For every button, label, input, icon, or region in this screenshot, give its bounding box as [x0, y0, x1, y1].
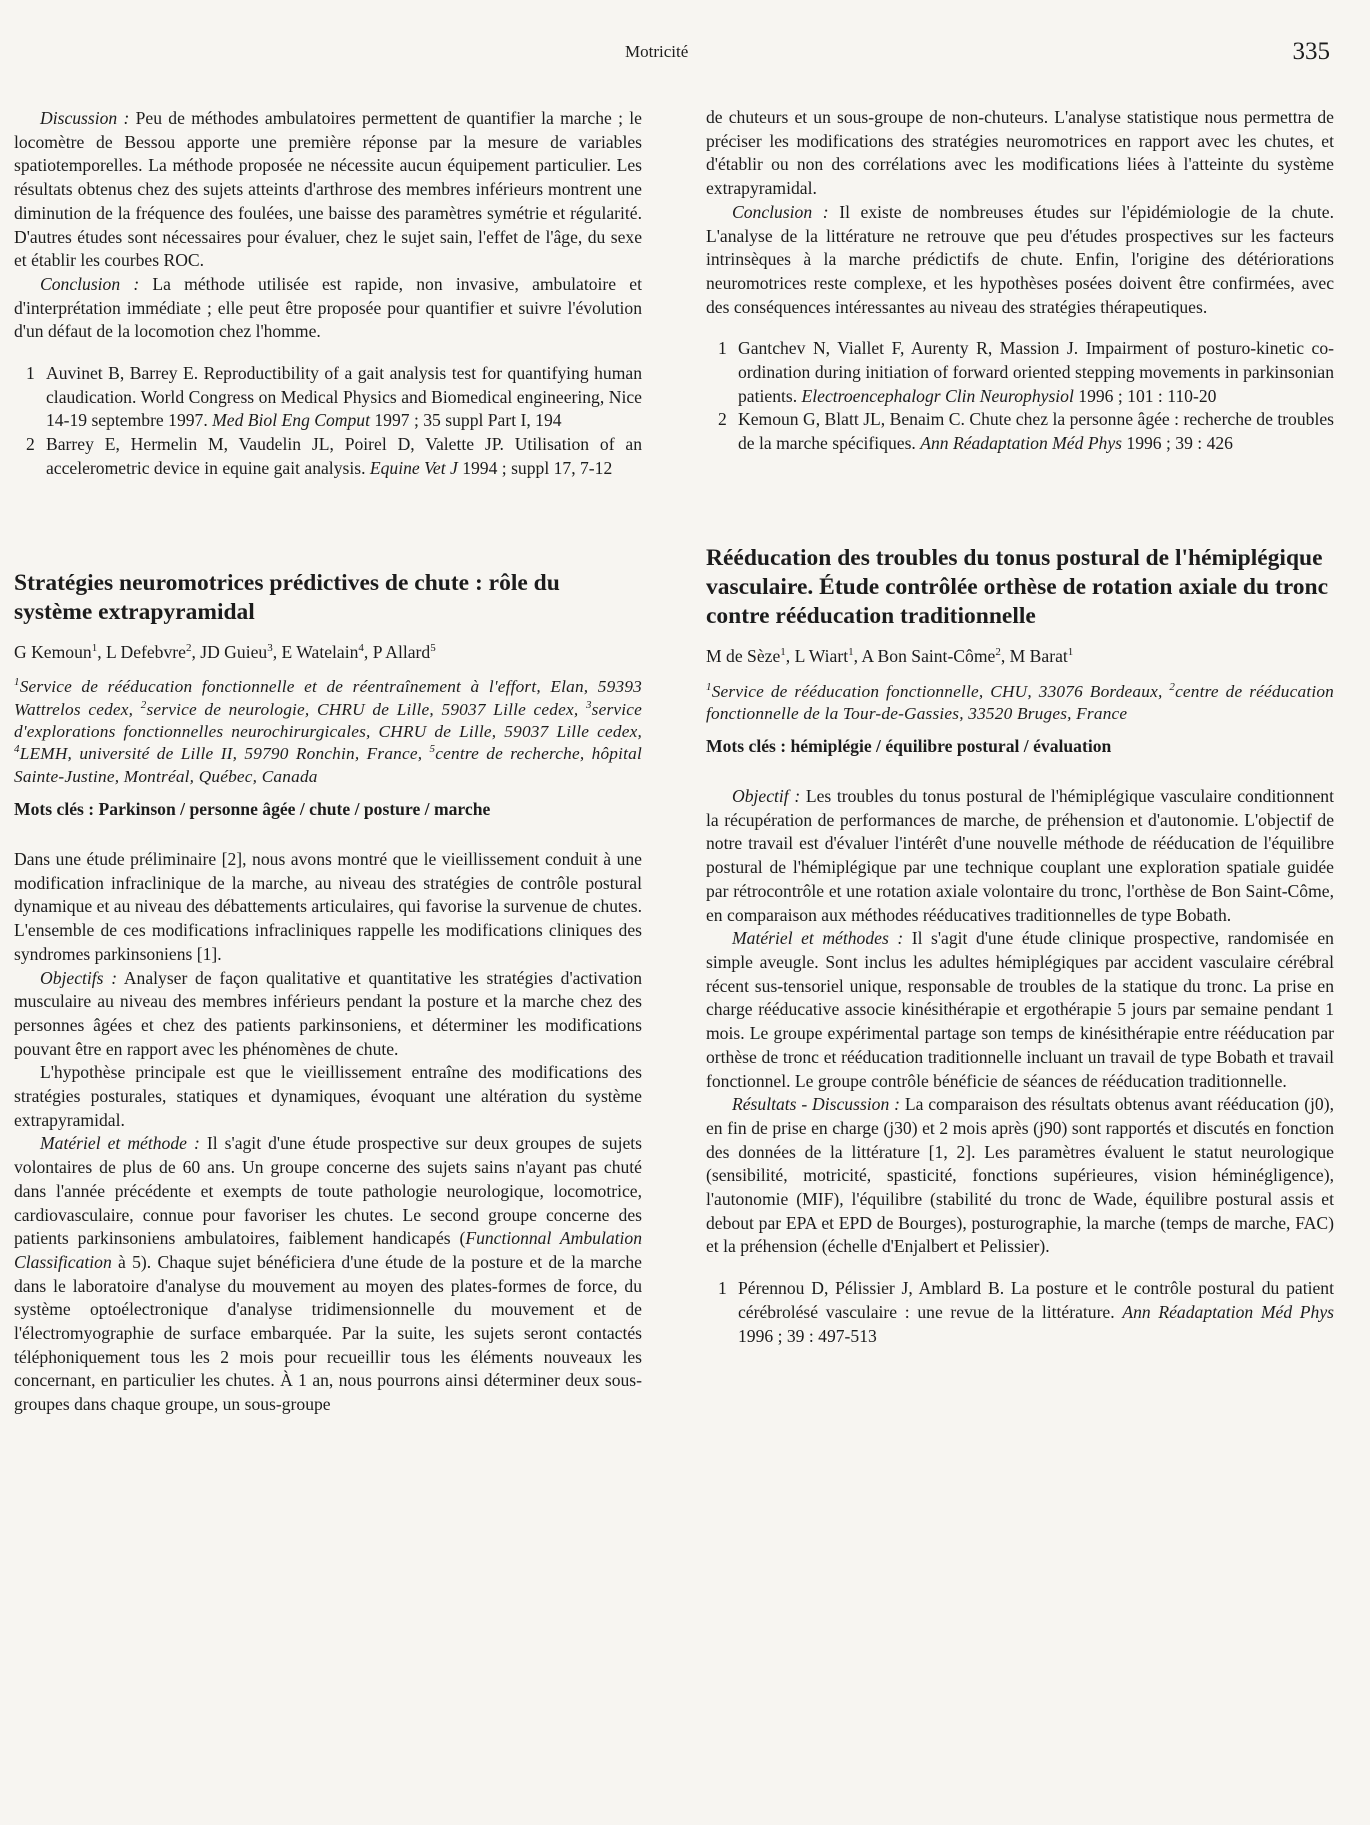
- reference-number: 2: [26, 434, 35, 455]
- author-sup: 1: [848, 645, 854, 658]
- keywords-label: Mots clés :: [14, 799, 95, 820]
- reference-number: 1: [718, 338, 727, 359]
- a1-conclusion-para: [14, 273, 642, 344]
- page-number: 335: [1292, 38, 1330, 65]
- a3-objectif-text: Les troubles du tonus postural de l'hémiplégique vasculaire conditionnent la récupération de performances de marche, de préhension et d'autonomie. L'objectif de notre travail est d'évaluer l'intérêt d'une nouvelle méthode de rééducation de l'équilibre postural de l'hémiplégique par une technique couplant une exploration spatiale guidée par rétrocontrôle et une rotation axiale volontaire du tronc, l'orthèse de Bon Saint-Côme, en comparaison aux méthodes rééducatives traditionnelles de type Bobath.: [706, 786, 1334, 925]
- author-sup: 1: [91, 641, 98, 654]
- affil-text: Service de rééducation fonctionnelle et de réentraînement à l'effort, Elan, 59393 Wattrelos cedex,: [14, 677, 642, 719]
- author-name: M Barat: [1009, 645, 1068, 666]
- author-sup: 4: [358, 641, 364, 654]
- author-sep: ,: [785, 645, 795, 666]
- author-name: L Wiart: [794, 645, 849, 666]
- reference-item: [706, 1277, 1334, 1348]
- a2-materiel-fac: Functionnal Ambulation Classification: [14, 1228, 643, 1272]
- a3-affiliations: [706, 681, 1334, 726]
- a2-keywords: [14, 798, 642, 822]
- a2-materiel-label: Matériel et méthode :: [40, 1133, 200, 1154]
- reference-journal: Electroencephalogr Clin Neurophysiol: [801, 385, 1074, 406]
- a3-materiel-para: [706, 927, 1334, 1093]
- reference-journal: Ann Réadaptation Méd Phys: [1122, 1301, 1335, 1322]
- reference-journal: Ann Réadaptation Méd Phys: [920, 433, 1123, 454]
- affil-text: LEMH, université de Lille II, 59790 Ronchin, France,: [19, 744, 430, 764]
- a1-discussion-text: Peu de méthodes ambulatoires permettent de quantifier la marche ; le locomètre de Bessou apporte une première réponse par la mesure de variables spatiotemporelles. La méthode proposée ne nécessite aucun équipement particulier. Les résultats obtenus chez des sujets atteints d'arthrose des membres inférieurs montrent une diminution de la fréquence des foulées, une baisse des paramètres symétrie et régularité. D'autres études sont nécessaires pour évaluer, chez le sujet sain, l'effet de l'âge, du sexe et établir les courbes ROC.: [14, 108, 642, 271]
- reference-text: Gantchev N, Viallet F, Aurenty R, Massion J. Impairment of posturo-kinetic co-ordination during initiation of forward oriented stepping movements in parkinsonian patients.: [738, 338, 1334, 406]
- reference-text: Pérennou D, Pélissier J, Amblard B. La posture et le contrôle postural du patient cérébrolésé vasculaire : une revue de la littérature.: [738, 1278, 1334, 1322]
- affil-text: centre de rééducation fonctionnelle de la Tour-de-Gassies, 33520 Bruges, France: [706, 681, 1335, 723]
- reference-item: [706, 337, 1334, 408]
- reference-text: Auvinet B, Barrey E. Reproductibility of a gait analysis test for quantifying human claudication. World Congress on Medical Physics and Biomedical engineering, Nice 14-19 septembre 1997.: [46, 363, 642, 431]
- author-sep: ,: [97, 641, 106, 662]
- affil-sup: 1: [14, 676, 20, 689]
- author-name: A Bon Saint-Côme: [861, 645, 996, 666]
- author-sup: 1: [780, 645, 786, 658]
- a2-objectifs-label: Objectifs :: [40, 967, 118, 988]
- a3-authors: [706, 645, 1334, 669]
- a2-objectifs-text: Analyser de façon qualitative et quantitative les stratégies d'activation musculaire au niveau des membres inférieurs pendant la posture et la marche chez des personnes âgées et chez des patients parkinsoniens, et déterminer les modifications pouvant être en rapport avec les phénomènes de chute.: [14, 967, 642, 1059]
- reference-item: [14, 433, 642, 480]
- affil-sup: 1: [706, 680, 712, 693]
- a1-conclusion-text: La méthode utilisée est rapide, non invasive, ambulatoire et d'interprétation immédiate ; elle peut être proposée pour quantifier et suivre l'évolution d'un défaut de la locomotion chez l'homme.: [14, 273, 642, 342]
- a2-conclusion-para: [706, 201, 1334, 320]
- author-name: E Watelain: [281, 641, 359, 662]
- reference-item: [706, 408, 1334, 455]
- a3-resultats-para: [706, 1093, 1334, 1259]
- a3-objectif-para: [706, 785, 1334, 927]
- reference-tail: 1996 ; 39 : 497-513: [738, 1325, 877, 1346]
- a2-materiel-para: [14, 1132, 642, 1416]
- affil-text: Service de rééducation fonctionnelle, CHU, 33076 Bordeaux,: [711, 681, 1170, 701]
- a2-materiel-text-2: à 5). Chaque sujet bénéficiera d'une étude de la posture et de la marche dans le laboratoire d'analyse du mouvement au moyen des plates-formes de force, du système optoélectronique d'analyse tridimensionnelle du mouvement et de l'électromyographie de surface embarquée. Par la suite, les sujets seront contactés téléphoniquement tous les 2 mois pour recueillir tous les éléments nouveaux les concernant, en particulier les chutes. À 1 an, nous pourrons ainsi déterminer deux sous-groupes dans chaque groupe, un sous-groupe: [14, 1251, 642, 1415]
- author-sep: ,: [363, 641, 373, 662]
- running-head: Motricité: [625, 42, 689, 61]
- a1-discussion-label: Discussion :: [40, 108, 130, 128]
- a3-resultats-text: La comparaison des résultats obtenus avant rééducation (j0), en fin de prise en charge (j30) et 2 mois après (j90) sont rapportés et discutés en fonction des données de la littérature [1, 2]. Les paramètres évaluent le statut neurologique (sensibilité, motricité, spasticité, fonctions supérieures, vision héminégligence), l'autonomie (MIF), l'équilibre (stabilité du tronc de Wade, équilibre postural assis et debout par EPA et EPD de Bourges), posturographie, la marche (temps de marche, FAC) et la préhension (échelle d'Enjalbert et Pelissier).: [706, 1094, 1334, 1257]
- affil-sup: 2: [140, 698, 147, 711]
- reference-tail: 1996 ; 101 : 110-20: [1073, 385, 1217, 406]
- author-sup: 5: [430, 641, 436, 654]
- affil-text: service de neurologie, CHRU de Lille, 59037 Lille cedex,: [146, 699, 586, 719]
- author-name: M de Sèze: [706, 645, 781, 666]
- reference-text: Kemoun G, Blatt JL, Benaim C. Chute chez la personne âgée : recherche de troubles de la marche spécifiques.: [738, 409, 1334, 454]
- a2-materiel-text-1: Il s'agit d'une étude prospective sur deux groupes de sujets volontaires de plus de 60 ans. Un groupe concerne des sujets sains n'ayant pas chuté dans l'année précédente et exempts de toute pathologie neurologique, locomotrice, cardiovasculaire, connue pour favoriser les chutes. Le second groupe concerne des patients parkinsoniens ambulatoires, faiblement handicapés (: [14, 1133, 643, 1249]
- affil-sup: 2: [1169, 680, 1176, 693]
- a3-references: [706, 1277, 1334, 1348]
- author-name: JD Guieu: [200, 641, 268, 662]
- a2-authors: [14, 641, 642, 665]
- affil-sup: 3: [585, 698, 592, 711]
- a2-objectifs-para: [14, 967, 642, 1062]
- a2-hypothese-para: L'hypothèse principale est que le vieillissement entraîne des modifications des stratégies posturales, statiques et dynamiques, évoquant une altération du système extrapyramidal.: [14, 1062, 642, 1130]
- a3-materiel-label: Matériel et méthodes :: [732, 928, 904, 949]
- a2-affiliations: [14, 676, 642, 788]
- author-sup: 2: [995, 645, 1001, 658]
- keywords-text: hémiplégie / équilibre postural / évaluation: [786, 736, 1112, 757]
- reference-number: 1: [718, 1278, 727, 1299]
- author-sup: 3: [267, 641, 273, 654]
- author-sup: 2: [185, 641, 192, 654]
- a2-title: Stratégies neuromotrices prédictives de chute : rôle du système extrapyramidal: [14, 569, 560, 625]
- affil-sup: 4: [14, 743, 20, 756]
- reference-number: 1: [26, 363, 35, 384]
- keywords-text: Parkinson / personne âgée / chute / posture / marche: [94, 799, 491, 820]
- reference-tail: 1996 ; 39 : 426: [1122, 433, 1233, 454]
- reference-item: [14, 362, 642, 433]
- author-name: L Defebvre: [106, 641, 186, 662]
- author-sep: ,: [1000, 645, 1010, 666]
- a3-resultats-label: Résultats - Discussion :: [732, 1094, 900, 1115]
- a3-title: Rééducation des troubles du tonus postural de l'hémiplégique vasculaire. Étude contrôlée orthèse de rotation axiale du tronc contre rééducation traditionnelle: [706, 544, 1329, 629]
- author-sep: ,: [853, 645, 862, 666]
- affil-sup: 5: [429, 743, 436, 756]
- author-sep: ,: [272, 641, 282, 662]
- author-name: P Allard: [372, 641, 431, 662]
- left-column: [14, 107, 642, 1417]
- reference-number: 2: [718, 409, 727, 430]
- a3-materiel-text: Il s'agit d'une étude clinique prospective, randomisée en simple aveugle. Sont inclus les adultes hémiplégiques par accident vasculaire cérébral récent sus-tensoriel unique, responsable de troubles de la statique du tronc. La prise en charge rééducative associe kinésithérapie et ergothérapie 5 jours par semaine pendant 1 mois. Le groupe expérimental partage son temps de kinésithérapie entre rééducation par orthèse de tronc et rééducation traditionnelle incluant un travail de type Bobath et travail fonctionnel. Le groupe contrôle bénéficie de séances de rééducation traditionnelle.: [706, 928, 1334, 1091]
- reference-tail: 1997 ; 35 suppl Part I, 194: [369, 410, 562, 431]
- affil-text: service d'explorations fonctionnelles neurochirurgicales, CHRU de Lille, 59037 Lille cedex,: [14, 699, 643, 742]
- keywords-label: Mots clés :: [706, 736, 787, 757]
- author-sep: ,: [191, 641, 201, 662]
- author-sup: 1: [1067, 645, 1074, 658]
- a1-conclusion-label: Conclusion :: [40, 273, 140, 294]
- reference-journal: Med Biol Eng Comput: [212, 410, 370, 431]
- a3-keywords: [706, 735, 1334, 759]
- a2-references: [706, 337, 1334, 456]
- reference-tail: 1994 ; suppl 17, 7-12: [457, 457, 613, 478]
- reference-text: Barrey E, Hermelin M, Vaudelin JL, Poirel D, Valette JP. Utilisation of an accelerometric device in equine gait analysis.: [46, 434, 642, 478]
- a2-conclusion-text: Il existe de nombreuses études sur l'épidémiologie de la chute. L'analyse de la littérature ne retrouve que peu d'études prospectives sur les facteurs intrinsèques à la marche prédictifs de chute. Enfin, l'origine des détériorations neuromotrices reste complexe, et les hypothèses posées doivent être confirmées, avec des conséquences intéressantes au niveau des stratégies thérapeutiques.: [706, 201, 1334, 317]
- a2-intro-para: Dans une étude préliminaire [2], nous avons montré que le vieillissement conduit à une modification infraclinique de la marche, au niveau des stratégies de contrôle postural dynamique et au niveau des débattements articulaires, qui favorise la survenue de chutes. L'ensemble de ces modifications infracliniques rappelle les modifications cliniques des syndromes parkinsoniens [1].: [14, 848, 642, 964]
- author-name: G Kemoun: [14, 641, 92, 662]
- reference-journal: Equine Vet J: [369, 457, 458, 478]
- a1-references: [14, 362, 642, 481]
- right-column: [706, 106, 1334, 1348]
- a2-conclusion-label: Conclusion :: [732, 201, 829, 222]
- affil-text: centre de recherche, hôpital Sainte-Justine, Montréal, Québec, Canada: [14, 744, 642, 786]
- a3-objectif-label: Objectif :: [732, 786, 801, 807]
- a1-discussion-para: [14, 107, 642, 273]
- a2-continued-para: de chuteurs et un sous-groupe de non-chuteurs. L'analyse statistique nous permettra de préciser les modifications des stratégies neuromotrices en rapport avec les chutes, et d'établir ou non des corrélations avec les modifications liées à l'atteinte du système extrapyramidal.: [706, 107, 1334, 199]
